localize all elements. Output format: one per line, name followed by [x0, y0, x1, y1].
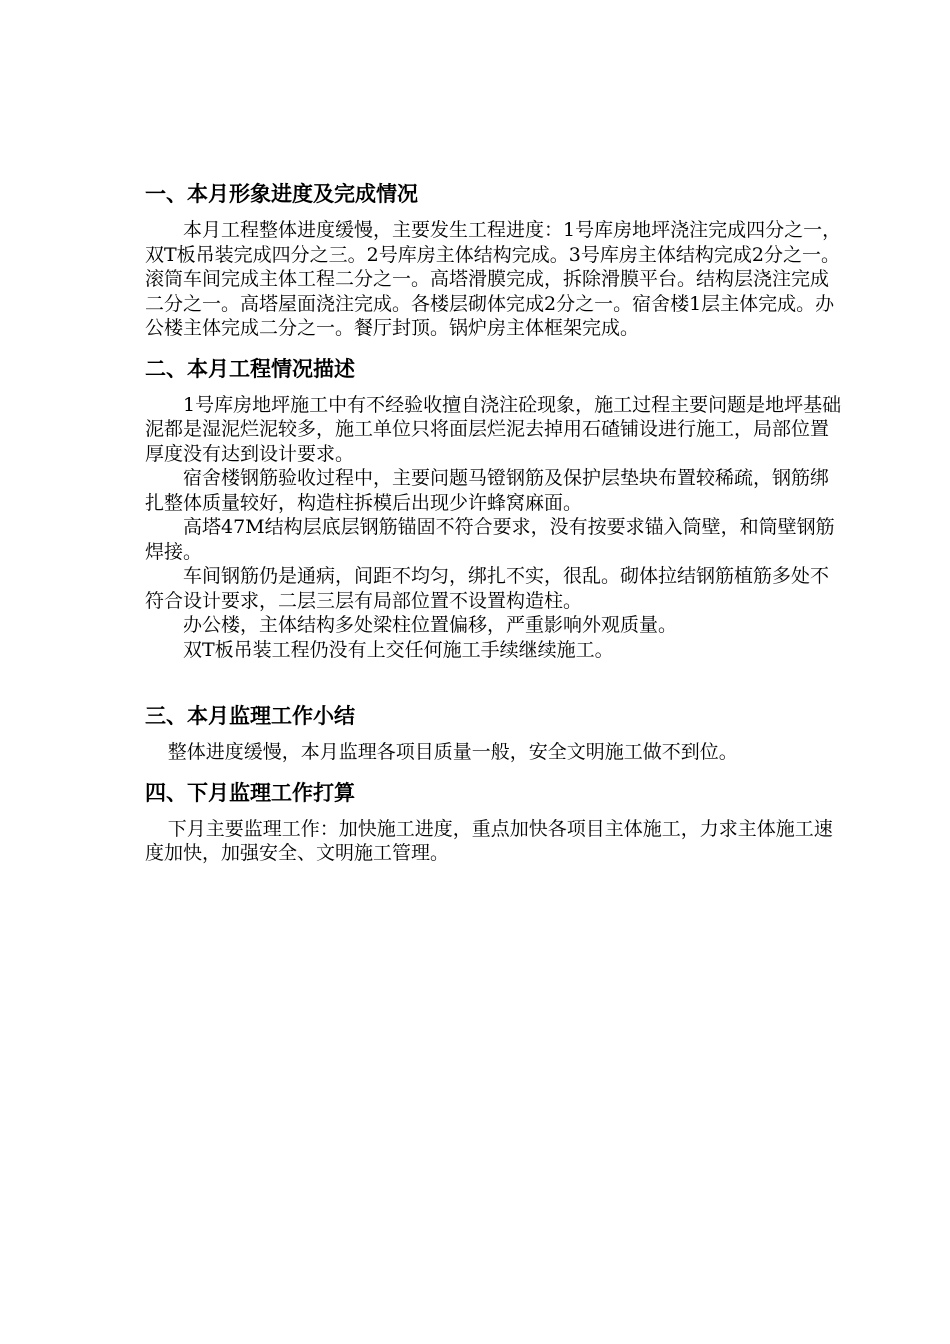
progress-paragraph: 本月工程整体进度缓慢，主要发生工程进度：1号库房地坪浇注完成四分之一，双T板吊装完成四分之三。2号库房主体结构完成。3号库房主体结构完成2分之一。滚筒车间完成主体工程二分之一。高塔滑膜完成，拆除滑膜平台。结构层浇注完成二分之一。高塔屋面浇注完成。各楼层砌体完成2分之一。宿舍楼1层主体完成。办公楼主体完成二分之一。餐厅封顶。锅炉房主体框架完成。 — [145, 219, 842, 339]
section-heading-description: 二、本月工程情况描述 — [145, 356, 355, 381]
summary-paragraph: 整体进度缓慢，本月监理各项目质量一般，安全文明施工做不到位。 — [167, 741, 738, 763]
description-paragraph: 高塔47M结构层底层钢筋锚固不符合要求，没有按要求锚入筒壁，和筒壁钢筋焊接。 — [145, 516, 835, 563]
section-heading-progress: 一、本月形象进度及完成情况 — [145, 182, 418, 206]
section-heading-next-month: 四、下月监理工作打算 — [145, 780, 355, 805]
section-heading-summary: 三、本月监理工作小结 — [145, 704, 355, 728]
description-paragraph: 车间钢筋仍是通病，间距不均匀，绑扎不实，很乱。砌体拉结钢筋植筋多处不符合设计要求，二层三层有局部位置不设置构造柱。 — [145, 565, 830, 612]
document-page — [145, 180, 845, 866]
next-month-paragraph: 下月主要监理工作：加快施工进度，重点加快各项目主体施工，力求主体施工速度加快，加强安全、文明施工管理。 — [145, 817, 833, 864]
description-paragraph: 1号库房地坪施工中有不经验收擅自浇注砼现象，施工过程主要问题是地坪基础泥都是湿泥烂泥较多，施工单位只将面层烂泥去掉用石碴铺设进行施工，局部位置厚度没有达到设计要求。 — [145, 393, 842, 465]
description-paragraph: 办公楼，主体结构多处梁柱位置偏移，严重影响外观质量。 — [183, 614, 678, 636]
description-paragraph: 双T板吊装工程仍没有上交任何施工手续继续施工。 — [183, 638, 614, 661]
description-paragraph: 宿舍楼钢筋验收过程中，主要问题马镫钢筋及保护层垫块布置较稀疏，钢筋绑扎整体质量较好，构造柱拆模后出现少许蜂窝麻面。 — [145, 467, 830, 514]
